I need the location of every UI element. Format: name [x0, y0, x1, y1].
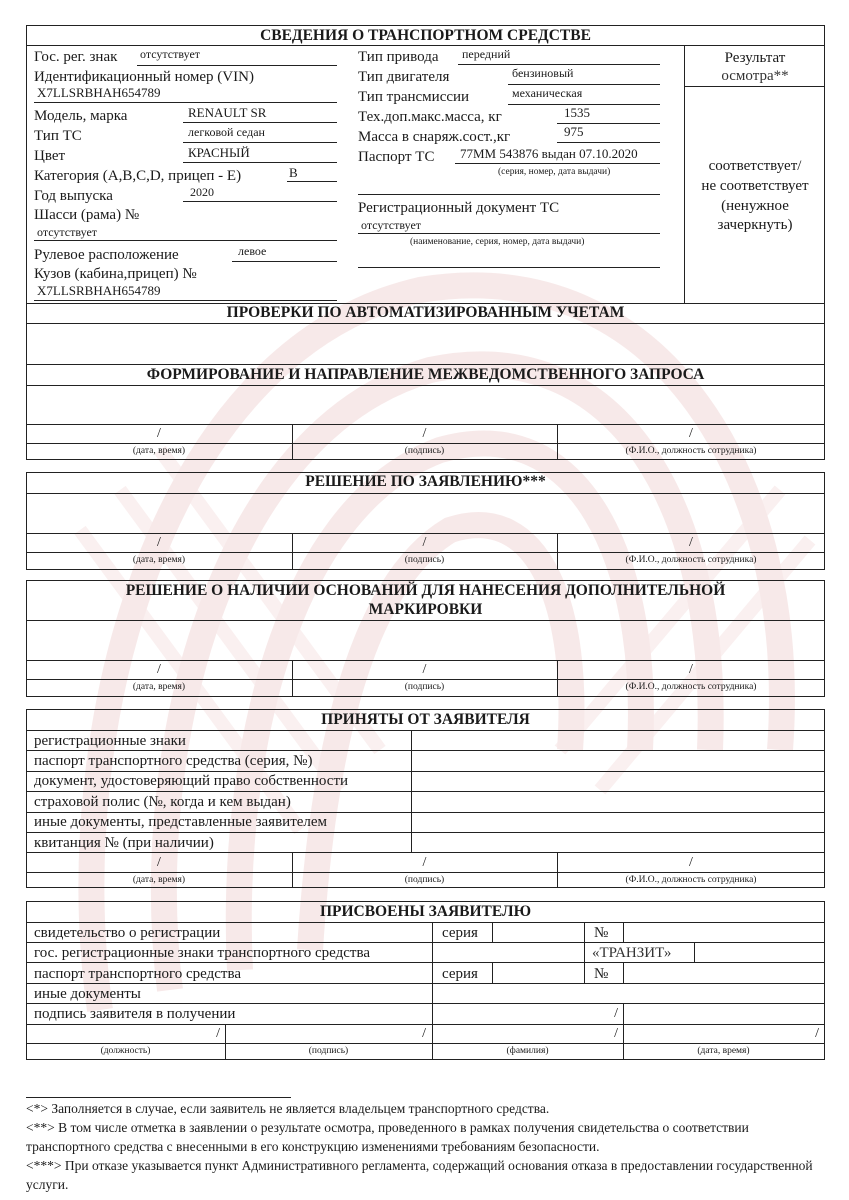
- accepted-row-value[interactable]: [412, 751, 824, 770]
- automated-checks-title: ПРОВЕРКИ ПО АВТОМАТИЗИРОВАННЫМ УЧЕТАМ: [226, 304, 625, 321]
- curb-mass-underline: [557, 142, 660, 143]
- interagency-request-field[interactable]: [27, 386, 824, 424]
- marking-field[interactable]: [27, 621, 824, 660]
- date-time-field[interactable]: /: [157, 535, 161, 550]
- steering-underline: [232, 261, 337, 262]
- date-time-caption: (дата, время): [132, 446, 186, 456]
- transmission-value[interactable]: механическая: [512, 86, 583, 100]
- inspection-result-line2[interactable]: не соответствует: [701, 178, 809, 194]
- receipt-date-field[interactable]: [624, 1004, 824, 1023]
- other-docs-field[interactable]: [433, 984, 824, 1003]
- accepted-row-label: квитанция № (при наличии): [34, 835, 214, 851]
- chassis-label: Шасси (рама) №: [34, 207, 140, 223]
- assigned-date-caption: (дата, время): [697, 1046, 750, 1056]
- automated-checks-field[interactable]: [27, 324, 824, 364]
- transit-field[interactable]: [695, 943, 824, 962]
- footnote-1: <*> Заполняется в случае, если заявитель не является владельцем транспортного средства.: [26, 1101, 550, 1116]
- marking-title-line2: МАРКИРОВКИ: [368, 601, 483, 618]
- drive-underline: [458, 64, 660, 65]
- certificate-series-field[interactable]: [493, 923, 584, 942]
- divider: [26, 1043, 825, 1044]
- divider: [26, 424, 825, 425]
- year-underline: [183, 201, 337, 202]
- type-value[interactable]: легковой седан: [188, 125, 265, 139]
- certificate-number-field[interactable]: [624, 923, 824, 942]
- passport-series-label: серия: [442, 966, 478, 982]
- accepted-row-label: иные документы, представленные заявителем: [34, 814, 328, 830]
- passport-extra-underline: [358, 194, 660, 195]
- divider: [584, 922, 585, 983]
- reg-doc-label: Регистрационный документ ТС: [358, 200, 560, 216]
- signature-caption: (подпись): [404, 446, 445, 456]
- divider: [26, 1024, 825, 1025]
- plates-label: гос. регистрационные знаки транспортного средства: [34, 945, 370, 961]
- body-value[interactable]: X7LLSRBHAH654789: [37, 283, 161, 298]
- passport-value[interactable]: 77ММ 543876 выдан 07.10.2020: [460, 146, 638, 161]
- model-label: Модель, марка: [34, 108, 128, 124]
- footnote-3: <***> При отказе указывается пункт Административного регламента, содержащий основания отказа в предоставлении государственной услуги.: [26, 1158, 813, 1192]
- footnote-2: <**> В том числе отметка в заявлении о результате осмотра, проведенного в рамках получения свидетельства о соответствии транспортного средства с внесенными в его конструкцию изменениями требованиям безопасности.: [26, 1120, 749, 1154]
- drive-value[interactable]: передний: [462, 47, 511, 61]
- max-mass-label: Тех.доп.макс.масса, кг: [358, 109, 502, 125]
- inspection-header-line1: Результат: [724, 50, 786, 66]
- transit-label: «ТРАНЗИТ»: [592, 945, 672, 961]
- category-value[interactable]: B: [289, 165, 298, 180]
- vin-label: Идентификационный номер (VIN): [34, 69, 254, 85]
- sig-block-marking: [26, 660, 825, 696]
- signature-caption: (подпись): [404, 875, 445, 885]
- certificate-series-label: серия: [442, 925, 478, 941]
- passport-series-field[interactable]: [493, 963, 584, 983]
- signature-field[interactable]: /: [422, 426, 427, 441]
- max-mass-value[interactable]: 1535: [564, 105, 590, 120]
- divider: [26, 660, 825, 661]
- officer-field[interactable]: /: [689, 855, 693, 870]
- inspection-result-line3: (ненужное: [721, 198, 789, 214]
- reg-doc-extra-underline: [358, 267, 660, 268]
- surname-field[interactable]: /: [614, 1026, 618, 1041]
- accepted-row-value[interactable]: [412, 731, 824, 750]
- inspection-result-line4: зачеркнуть): [717, 217, 793, 233]
- officer-caption: (Ф.И.О., должность сотрудника): [625, 555, 757, 565]
- officer-caption: (Ф.И.О., должность сотрудника): [625, 875, 757, 885]
- sig-block-accepted: [26, 852, 825, 888]
- accepted-row-value[interactable]: [412, 813, 824, 832]
- engine-underline: [508, 84, 660, 85]
- signature-caption: (подпись): [404, 555, 445, 565]
- date-time-caption: (дата, время): [132, 875, 186, 885]
- model-value[interactable]: RENAULT SR: [188, 105, 267, 120]
- inspection-result-line1[interactable]: соответствует/: [708, 158, 802, 174]
- chassis-value[interactable]: отсутствует: [37, 225, 98, 239]
- color-value[interactable]: КРАСНЫЙ: [188, 145, 250, 160]
- plate-label: Гос. рег. знак: [34, 49, 118, 65]
- position-caption: (должность): [100, 1046, 151, 1056]
- certificate-label: свидетельство о регистрации: [34, 925, 221, 941]
- date-time-field[interactable]: /: [157, 662, 161, 677]
- vin-underline: [34, 102, 337, 103]
- type-underline: [183, 142, 337, 143]
- decision-field[interactable]: [27, 494, 824, 532]
- passport-number-field[interactable]: [624, 963, 824, 983]
- position-field[interactable]: /: [216, 1026, 220, 1041]
- passport-hint: (серия, номер, дата выдачи): [498, 167, 611, 177]
- divider: [26, 45, 825, 46]
- officer-field[interactable]: /: [689, 535, 693, 550]
- decision-title: РЕШЕНИЕ ПО ЗАЯВЛЕНИЮ***: [305, 473, 546, 490]
- footnote-divider: [26, 1097, 291, 1098]
- applicant-signature-caption: (подпись): [308, 1046, 349, 1056]
- surname-caption: (фамилия): [506, 1046, 549, 1056]
- accepted-row-value[interactable]: [412, 833, 824, 852]
- officer-field[interactable]: /: [689, 662, 693, 677]
- body-underline: [34, 300, 337, 301]
- divider: [26, 443, 825, 444]
- date-time-caption: (дата, время): [132, 682, 186, 692]
- signature-caption: (подпись): [404, 682, 445, 692]
- accepted-row-value[interactable]: [412, 792, 824, 811]
- signature-field[interactable]: /: [422, 855, 427, 870]
- curb-mass-value[interactable]: 975: [564, 124, 584, 139]
- accepted-row-label: страховой полис (№, когда и кем выдан): [34, 794, 291, 810]
- divider: [26, 552, 825, 553]
- reg-doc-value[interactable]: отсутствует: [361, 218, 422, 232]
- sig-block-interagency: [26, 424, 825, 460]
- chassis-underline: [34, 240, 337, 241]
- body-label: Кузов (кабина,прицеп) №: [34, 266, 197, 282]
- date-time-field[interactable]: /: [157, 426, 161, 441]
- signature-field[interactable]: /: [422, 662, 427, 677]
- passport-underline: [455, 163, 660, 164]
- receipt-signature-label: подпись заявителя в получении: [34, 1006, 236, 1022]
- passport-label: Паспорт ТС: [358, 149, 435, 165]
- year-value[interactable]: 2020: [190, 185, 214, 199]
- curb-mass-label: Масса в снаряж.сост.,кг: [358, 129, 511, 145]
- sig-block-decision: [26, 533, 825, 569]
- divider: [26, 533, 825, 534]
- steering-value[interactable]: левое: [238, 244, 267, 258]
- accepted-title: ПРИНЯТЫ ОТ ЗАЯВИТЕЛЯ: [321, 711, 530, 728]
- divider: [26, 679, 825, 680]
- assigned-date-field[interactable]: /: [815, 1026, 819, 1041]
- date-time-field[interactable]: /: [157, 855, 161, 870]
- other-docs-label: иные документы: [34, 986, 141, 1002]
- reg-doc-hint: (наименование, серия, номер, дата выдачи): [410, 237, 585, 247]
- category-label: Категория (A,B,C,D, прицеп - E): [34, 168, 242, 184]
- divider: [26, 852, 825, 853]
- color-label: Цвет: [34, 148, 66, 164]
- type-label: Тип ТС: [34, 128, 82, 144]
- plate-value[interactable]: отсутствует: [140, 47, 201, 61]
- marking-title-line1: РЕШЕНИЕ О НАЛИЧИИ ОСНОВАНИЙ ДЛЯ НАНЕСЕНИЯ ДОПОЛНИТЕЛЬНОЙ: [125, 582, 726, 599]
- interagency-request-title: ФОРМИРОВАНИЕ И НАПРАВЛЕНИЕ МЕЖВЕДОМСТВЕННОГО ЗАПРОСА: [146, 366, 705, 383]
- vehicle-info-title: СВЕДЕНИЯ О ТРАНСПОРТНОМ СРЕДСТВЕ: [260, 27, 591, 44]
- date-time-caption: (дата, время): [132, 555, 186, 565]
- officer-caption: (Ф.И.О., должность сотрудника): [625, 682, 757, 692]
- steering-label: Рулевое расположение: [34, 247, 179, 263]
- inspection-header-line2: осмотра**: [721, 68, 789, 84]
- divider: [684, 86, 825, 87]
- applicant-signature-field[interactable]: /: [422, 1026, 426, 1041]
- category-underline: [287, 181, 337, 182]
- receipt-signature-field[interactable]: /: [614, 1006, 618, 1021]
- transmission-label: Тип трансмиссии: [358, 89, 470, 105]
- engine-value[interactable]: бензиновый: [512, 66, 574, 80]
- drive-label: Тип привода: [358, 49, 439, 65]
- officer-caption: (Ф.И.О., должность сотрудника): [625, 446, 757, 456]
- accepted-row-label: регистрационные знаки: [34, 733, 186, 749]
- assigned-title: ПРИСВОЕНЫ ЗАЯВИТЕЛЮ: [319, 903, 532, 920]
- divider: [26, 872, 825, 873]
- certificate-number-label: №: [594, 925, 609, 941]
- vin-value[interactable]: X7LLSRBHAH654789: [37, 85, 161, 100]
- accepted-row-value[interactable]: [412, 772, 824, 791]
- passport-number-label: №: [594, 966, 609, 982]
- plate-underline: [137, 65, 337, 66]
- accepted-row-label: документ, удостоверяющий право собственности: [34, 773, 349, 789]
- officer-field[interactable]: /: [689, 426, 693, 441]
- engine-label: Тип двигателя: [358, 69, 450, 85]
- passport-row-label: паспорт транспортного средства: [34, 966, 242, 982]
- plates-field[interactable]: [433, 943, 584, 962]
- reg-doc-underline: [358, 233, 660, 234]
- model-underline: [183, 122, 337, 123]
- year-label: Год выпуска: [34, 188, 113, 204]
- accepted-row-label: паспорт транспортного средства (серия, №): [34, 753, 313, 769]
- color-underline: [183, 162, 337, 163]
- signature-field[interactable]: /: [422, 535, 427, 550]
